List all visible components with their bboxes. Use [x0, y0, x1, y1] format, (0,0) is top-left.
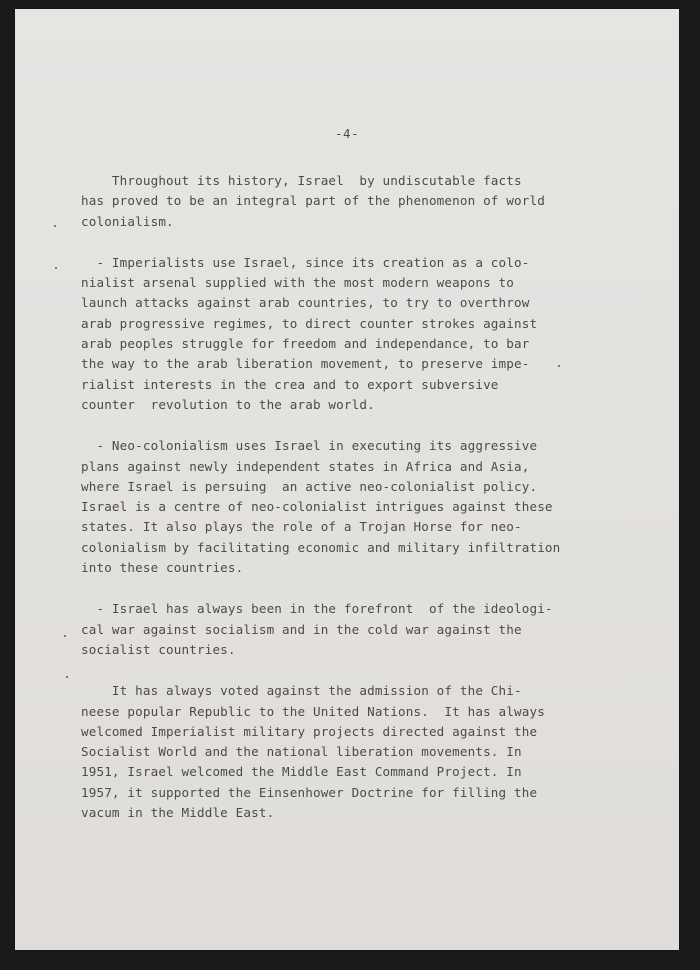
text-line: nialist arsenal supplied with the most modern weapons to: [81, 275, 514, 291]
text-line: neese popular Republic to the United Nations. It has always: [81, 703, 545, 719]
text-line: states. It also plays the role of a Trojan Horse for neo-: [81, 519, 522, 535]
document-page: [15, 9, 679, 950]
text-line: rialist interests in the crea and to export subversive: [81, 376, 499, 392]
text-line: colonialism by facilitating economic and military infiltration: [81, 539, 561, 555]
text-line: Socialist World and the national liberation movements. In: [81, 744, 522, 760]
text-line: colonialism.: [81, 213, 174, 229]
text-line: vacum in the Middle East.: [81, 805, 275, 821]
text-line: It has always voted against the admission of the Chi-: [81, 683, 522, 699]
text-line: 1951, Israel welcomed the Middle East Command Project. In: [81, 764, 522, 780]
text-line: launch attacks against arab countries, to try to overthrow: [81, 295, 530, 311]
text-line: cal war against socialism and in the cold war against the: [81, 621, 522, 637]
text-line: - Neo-colonialism uses Israel in executing its aggressive: [81, 438, 538, 454]
text-line: - Israel has always been in the forefront of the ideologi-: [81, 601, 553, 617]
text-line: Israel is a centre of neo-colonialist intrigues against these: [81, 499, 553, 515]
text-line: socialist countries.: [81, 641, 236, 657]
page-number: -4-: [334, 126, 360, 141]
text-line: has proved to be an integral part of the phenomenon of world: [81, 193, 545, 209]
document-body: [81, 171, 661, 844]
paragraph: [81, 681, 661, 823]
text-line: into these countries.: [81, 560, 244, 576]
margin-mark: [66, 676, 68, 678]
text-line: 1957, it supported the Einsenhower Doctrine for filling the: [81, 784, 538, 800]
margin-mark: [64, 635, 66, 637]
text-line: the way to the arab liberation movement, to preserve impe-: [81, 356, 530, 372]
text-line: welcomed Imperialist military projects directed against the: [81, 723, 538, 739]
margin-mark: [558, 365, 560, 367]
text-line: Throughout its history, Israel by undiscutable facts: [81, 173, 522, 188]
paragraph: [81, 171, 661, 232]
text-line: where Israel is persuing an active neo-colonialist policy.: [81, 478, 538, 494]
margin-mark: [54, 225, 56, 227]
text-line: counter revolution to the arab world.: [81, 396, 375, 412]
text-line: arab progressive regimes, to direct counter strokes against: [81, 315, 538, 331]
text-line: arab peoples struggle for freedom and independance, to bar: [81, 336, 530, 352]
text-line: plans against newly independent states in Africa and Asia,: [81, 458, 530, 474]
paragraph: [81, 436, 661, 578]
paragraph: [81, 599, 661, 660]
margin-mark: [55, 267, 57, 269]
paragraph: [81, 253, 661, 415]
text-line: - Imperialists use Israel, since its creation as a colo-: [81, 254, 530, 270]
